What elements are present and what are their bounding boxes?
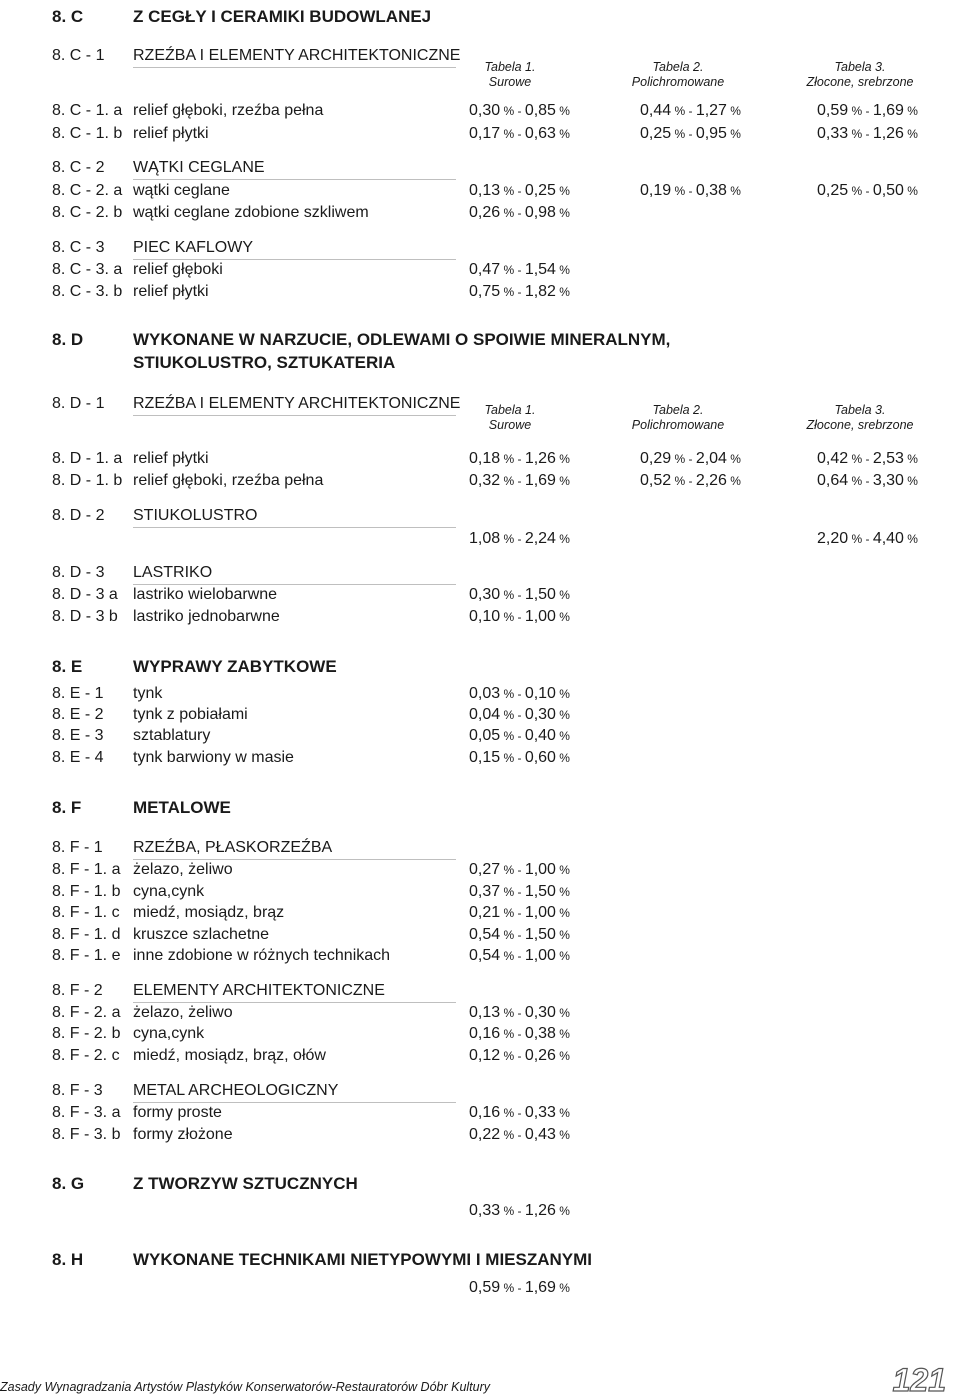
row-code: 8. D - 1. a [52,450,123,467]
rate-separator: % - [500,452,525,466]
subsection-title: METAL ARCHEOLOGICZNY [133,1082,456,1103]
rate-range-v1 [469,261,570,279]
rate-unit: % [555,452,570,466]
rate-unit: % [726,127,741,141]
section-code: 8. F [52,798,82,817]
rate-separator: % - [848,184,873,198]
rate-min: 0,25 [640,125,672,142]
rate-unit: % [555,1027,570,1041]
rate-unit: % [555,1049,570,1063]
rate-max: 1,50 [524,883,556,900]
rate-min: 0,16 [469,1025,501,1042]
rate-unit: % [726,474,741,488]
rate-max: 2,04 [695,450,727,467]
rate-separator: % - [500,206,525,220]
rate-unit: % [555,928,570,942]
rate-separator: % - [848,127,873,141]
section-code: 8. D [52,330,84,349]
rate-max: 0,63 [524,125,556,142]
rate-max: 0,40 [524,727,556,744]
rate-range-v3 [817,530,918,548]
rate-unit: % [555,1281,570,1295]
rate-max: 1,00 [524,861,556,878]
rate-range-v1 [469,1279,570,1297]
rate-unit: % [555,729,570,743]
rate-min: 0,54 [469,947,501,964]
row-code: 8. C - 1. b [52,125,123,142]
rate-max: 1,00 [524,608,556,625]
rate-unit: % [555,687,570,701]
rate-min: 2,20 [817,530,849,547]
page-number: 121 [892,1362,946,1398]
rate-max: 0,38 [524,1025,556,1042]
row-title: żelazo, żeliwo [133,1004,233,1021]
rate-range-v1 [469,861,570,879]
rate-max: 0,33 [524,1104,556,1121]
col-header-t2-table: Tabela 2. [652,403,704,417]
subsection-title: PIEC KAFLOWY [133,239,456,260]
row-code: 8. D - 1. b [52,472,123,489]
row-code: 8. F - 1. c [52,904,120,921]
rate-separator: % - [848,104,873,118]
rate-max: 0,10 [524,685,556,702]
row-code: 8. F - 2. b [52,1025,121,1042]
rate-unit: % [903,474,918,488]
rate-min: 0,30 [469,586,501,603]
rate-unit: % [903,452,918,466]
row-title: miedź, mosiądz, brąz, ołów [133,1047,326,1064]
col-header-t2 [608,403,748,433]
rate-max: 1,27 [695,102,727,119]
rate-unit: % [555,906,570,920]
subsection-title: RZEŹBA, PŁASKORZEŹBA [133,839,456,860]
rate-min: 0,32 [469,472,501,489]
rate-range-v3 [817,450,918,468]
rate-range-v1 [469,1025,570,1043]
rate-separator: % - [500,263,525,277]
rate-range-v3 [817,182,918,200]
row-title: lastriko jednobarwne [133,608,280,625]
rate-max: 2,53 [872,450,904,467]
rate-separator: % - [500,1204,525,1218]
rate-separator: % - [500,1106,525,1120]
rate-max: 0,30 [524,706,556,723]
rate-min: 0,16 [469,1104,501,1121]
rate-max: 1,82 [524,283,556,300]
rate-separator: % - [671,104,696,118]
rate-max: 0,26 [524,1047,556,1064]
rate-separator: % - [500,949,525,963]
col-header-t1-table: Tabela 1. [484,60,536,74]
rate-range-v1 [469,1104,570,1122]
rate-min: 0,30 [469,102,501,119]
subsection-code: 8. D - 3 [52,564,105,581]
rate-max: 1,69 [524,472,556,489]
rate-min: 0,59 [817,102,849,119]
col-header-t1-table: Tabela 1. [484,403,536,417]
rate-max: 0,95 [695,125,727,142]
row-title: tynk [133,685,163,702]
rate-max: 1,54 [524,261,556,278]
rate-range-v1 [469,586,570,604]
rate-range-v1 [469,283,570,301]
rate-min: 0,37 [469,883,501,900]
rate-range-v1 [469,182,570,200]
rate-separator: % - [500,928,525,942]
rate-range-v1 [469,530,570,548]
rate-separator: % - [500,474,525,488]
subsection-title: RZEŹBA I ELEMENTY ARCHITEKTONICZNE [133,395,456,416]
row-code: 8. E - 3 [52,727,104,744]
rate-range-v1 [469,472,570,490]
rate-separator: % - [500,885,525,899]
rate-range-v3 [817,472,918,490]
rate-unit: % [903,532,918,546]
rate-separator: % - [671,452,696,466]
row-code: 8. F - 3. b [52,1126,121,1143]
row-code: 8. C - 2. b [52,204,123,221]
rate-min: 0,05 [469,727,501,744]
rate-range-v1 [469,926,570,944]
rate-max: 1,26 [524,1202,556,1219]
rate-unit: % [555,474,570,488]
rate-max: 1,69 [524,1279,556,1296]
row-code: 8. E - 4 [52,749,104,766]
rate-range-v2 [640,182,741,200]
rate-range-v2 [640,472,741,490]
rate-separator: % - [500,1049,525,1063]
rate-range-v2 [640,450,741,468]
rate-min: 0,04 [469,706,501,723]
rate-max: 0,85 [524,102,556,119]
rate-separator: % - [500,104,525,118]
rate-min: 0,21 [469,904,501,921]
rate-range-v3 [817,125,918,143]
rate-unit: % [555,127,570,141]
rate-unit: % [555,610,570,624]
rate-separator: % - [500,1027,525,1041]
col-header-t3 [790,60,930,90]
subsection-code: 8. C - 3 [52,239,105,256]
rate-separator: % - [848,474,873,488]
row-title: wątki ceglane zdobione szkliwem [133,204,369,221]
col-header-t2-table: Tabela 2. [652,60,704,74]
subsection-title: LASTRIKO [133,564,456,585]
row-title: cyna,cynk [133,1025,205,1042]
rate-max: 0,38 [695,182,727,199]
rate-min: 0,59 [469,1279,501,1296]
rate-range-v1 [469,1202,570,1220]
rate-unit: % [555,263,570,277]
rate-min: 0,42 [817,450,849,467]
rate-unit: % [555,206,570,220]
rate-max: 1,26 [872,125,904,142]
rate-range-v3 [817,102,918,120]
row-title: relief płytki [133,283,209,300]
subsection-code: 8. F - 1 [52,839,103,856]
row-code: 8. F - 1. e [52,947,121,964]
section-title: Z TWORZYW SZTUCZNYCH [133,1174,358,1193]
rate-unit: % [555,1128,570,1142]
row-title: relief płytki [133,125,209,142]
rate-range-v1 [469,947,570,965]
section-code: 8. H [52,1250,84,1269]
row-title: cyna,cynk [133,883,205,900]
row-code: 8. D - 3 b [52,608,118,625]
rate-range-v1 [469,204,570,222]
col-header-t1-kind: Surowe [488,418,532,432]
col-header-t2-kind: Polichromowane [631,75,725,89]
row-title: tynk z pobiałami [133,706,248,723]
rate-range-v1 [469,706,570,724]
rate-min: 0,33 [817,125,849,142]
row-code: 8. F - 2. a [52,1004,121,1021]
rate-separator: % - [500,708,525,722]
rate-unit: % [903,104,918,118]
rate-separator: % - [500,184,525,198]
rate-unit: % [555,1006,570,1020]
rate-separator: % - [500,532,525,546]
row-code: 8. E - 2 [52,706,104,723]
rate-min: 0,13 [469,182,501,199]
rate-max: 4,40 [872,530,904,547]
rate-unit: % [555,588,570,602]
rate-max: 1,00 [524,904,556,921]
subsection-title: WĄTKI CEGLANE [133,159,456,180]
row-title: tynk barwiony w masie [133,749,294,766]
rate-range-v1 [469,749,570,767]
rate-min: 0,12 [469,1047,501,1064]
col-header-t3-kind: Złocone, srebrzone [806,75,914,89]
section-code: 8. C [52,7,84,26]
rate-separator: % - [500,285,525,299]
rate-range-v1 [469,450,570,468]
row-title: lastriko wielobarwne [133,586,278,603]
rate-separator: % - [500,127,525,141]
subsection-code: 8. F - 3 [52,1082,103,1099]
rate-min: 0,15 [469,749,501,766]
rate-min: 0,03 [469,685,501,702]
rate-range-v1 [469,904,570,922]
rate-max: 0,25 [524,182,556,199]
section-code: 8. E [52,657,83,676]
row-code: 8. D - 3 a [52,586,118,603]
rate-min: 0,29 [640,450,672,467]
rate-unit: % [555,885,570,899]
rate-separator: % - [500,906,525,920]
rate-min: 0,19 [640,182,672,199]
section-title: STIUKOLUSTRO, SZTUKATERIA [133,353,396,372]
rate-max: 0,43 [524,1126,556,1143]
rate-unit: % [555,532,570,546]
rate-separator: % - [500,1281,525,1295]
rate-unit: % [726,184,741,198]
rate-separator: % - [671,184,696,198]
col-header-t2-kind: Polichromowane [631,418,725,432]
subsection-code: 8. F - 2 [52,982,103,999]
rate-min: 0,33 [469,1202,501,1219]
rate-separator: % - [500,729,525,743]
rate-min: 1,08 [469,530,501,547]
row-code: 8. E - 1 [52,685,104,702]
rate-min: 0,13 [469,1004,501,1021]
rate-separator: % - [500,588,525,602]
rate-unit: % [555,949,570,963]
rate-unit: % [555,184,570,198]
section-code: 8. G [52,1174,85,1193]
rate-unit: % [555,104,570,118]
col-header-t3 [790,403,930,433]
rate-separator: % - [848,532,873,546]
row-title: wątki ceglane [133,182,230,199]
rate-separator: % - [848,452,873,466]
rate-min: 0,18 [469,450,501,467]
rate-range-v1 [469,125,570,143]
rate-separator: % - [500,863,525,877]
subsection-code: 8. D - 1 [52,395,105,412]
row-title: miedź, mosiądz, brąz [133,904,285,921]
rate-max: 0,30 [524,1004,556,1021]
row-code: 8. F - 1. d [52,926,121,943]
rate-min: 0,52 [640,472,672,489]
col-header-t3-table: Tabela 3. [834,60,886,74]
row-code: 8. F - 3. a [52,1104,121,1121]
rate-max: 2,24 [524,530,556,547]
row-code: 8. F - 2. c [52,1047,120,1064]
subsection-code: 8. C - 1 [52,47,105,64]
row-code: 8. F - 1. a [52,861,121,878]
rate-min: 0,64 [817,472,849,489]
footer-text: Zasady Wynagradzania Artystów Plastyków Konserwatorów-Restauratorów Dóbr Kultury [0,1380,491,1394]
rate-max: 1,50 [524,586,556,603]
rate-separator: % - [500,751,525,765]
row-title: formy złożone [133,1126,233,1143]
col-header-t1 [440,60,580,90]
rate-unit: % [555,1106,570,1120]
subsection-code: 8. D - 2 [52,507,105,524]
rate-max: 0,50 [872,182,904,199]
col-header-t2 [608,60,748,90]
rate-separator: % - [500,1006,525,1020]
row-code: 8. C - 1. a [52,102,123,119]
rate-range-v1 [469,883,570,901]
row-title: sztablatury [133,727,211,744]
rate-max: 1,50 [524,926,556,943]
rate-range-v1 [469,1047,570,1065]
row-code: 8. C - 3. b [52,283,123,300]
rate-min: 0,27 [469,861,501,878]
rate-separator: % - [671,127,696,141]
section-title: WYKONANE W NARZUCIE, ODLEWAMI O SPOIWIE MINERALNYM, [133,330,671,349]
rate-max: 1,69 [872,102,904,119]
col-header-t1-kind: Surowe [488,75,532,89]
rate-min: 0,44 [640,102,672,119]
row-title: inne zdobione w różnych technikach [133,947,391,964]
rate-min: 0,47 [469,261,501,278]
rate-separator: % - [500,610,525,624]
rate-range-v1 [469,727,570,745]
section-title: WYKONANE TECHNIKAMI NIETYPOWYMI I MIESZANYMI [133,1250,592,1269]
rate-range-v2 [640,125,741,143]
row-title: relief głęboki, rzeźba pełna [133,102,324,119]
section-title: Z CEGŁY I CERAMIKI BUDOWLANEJ [133,7,432,26]
col-header-t3-kind: Złocone, srebrzone [806,418,914,432]
rate-unit: % [726,104,741,118]
rate-unit: % [555,1204,570,1218]
row-title: relief głęboki [133,261,223,278]
rate-range-v1 [469,1004,570,1022]
rate-max: 1,26 [524,450,556,467]
rate-range-v1 [469,608,570,626]
rate-unit: % [555,708,570,722]
col-header-t3-table: Tabela 3. [834,403,886,417]
rate-unit: % [555,285,570,299]
subsection-code: 8. C - 2 [52,159,105,176]
rate-range-v2 [640,102,741,120]
rate-min: 0,17 [469,125,501,142]
rate-max: 3,30 [872,472,904,489]
rate-min: 0,22 [469,1126,501,1143]
rate-min: 0,26 [469,204,501,221]
subsection-title: STIUKOLUSTRO [133,507,456,528]
rate-unit: % [726,452,741,466]
row-title: relief głęboki, rzeźba pełna [133,472,324,489]
rate-separator: % - [500,687,525,701]
rate-max: 2,26 [695,472,727,489]
rate-max: 1,00 [524,947,556,964]
rate-max: 0,98 [524,204,556,221]
row-code: 8. C - 2. a [52,182,123,199]
rate-separator: % - [500,1128,525,1142]
rate-separator: % - [671,474,696,488]
row-code: 8. F - 1. b [52,883,121,900]
row-code: 8. C - 3. a [52,261,123,278]
rate-range-v1 [469,1126,570,1144]
rate-unit: % [555,751,570,765]
section-title: METALOWE [133,798,231,817]
section-title: WYPRAWY ZABYTKOWE [133,657,337,676]
subsection-title: ELEMENTY ARCHITEKTONICZNE [133,982,456,1003]
rate-unit: % [903,184,918,198]
row-title: żelazo, żeliwo [133,861,233,878]
rate-min: 0,25 [817,182,849,199]
rate-min: 0,10 [469,608,501,625]
rate-range-v1 [469,102,570,120]
rate-unit: % [903,127,918,141]
rate-range-v1 [469,685,570,703]
rate-unit: % [555,863,570,877]
subsection-title: RZEŹBA I ELEMENTY ARCHITEKTONICZNE [133,47,456,68]
row-title: kruszce szlachetne [133,926,270,943]
rate-max: 0,60 [524,749,556,766]
row-title: relief płytki [133,450,209,467]
row-title: formy proste [133,1104,222,1121]
col-header-t1 [440,403,580,433]
rate-min: 0,75 [469,283,501,300]
rate-min: 0,54 [469,926,501,943]
